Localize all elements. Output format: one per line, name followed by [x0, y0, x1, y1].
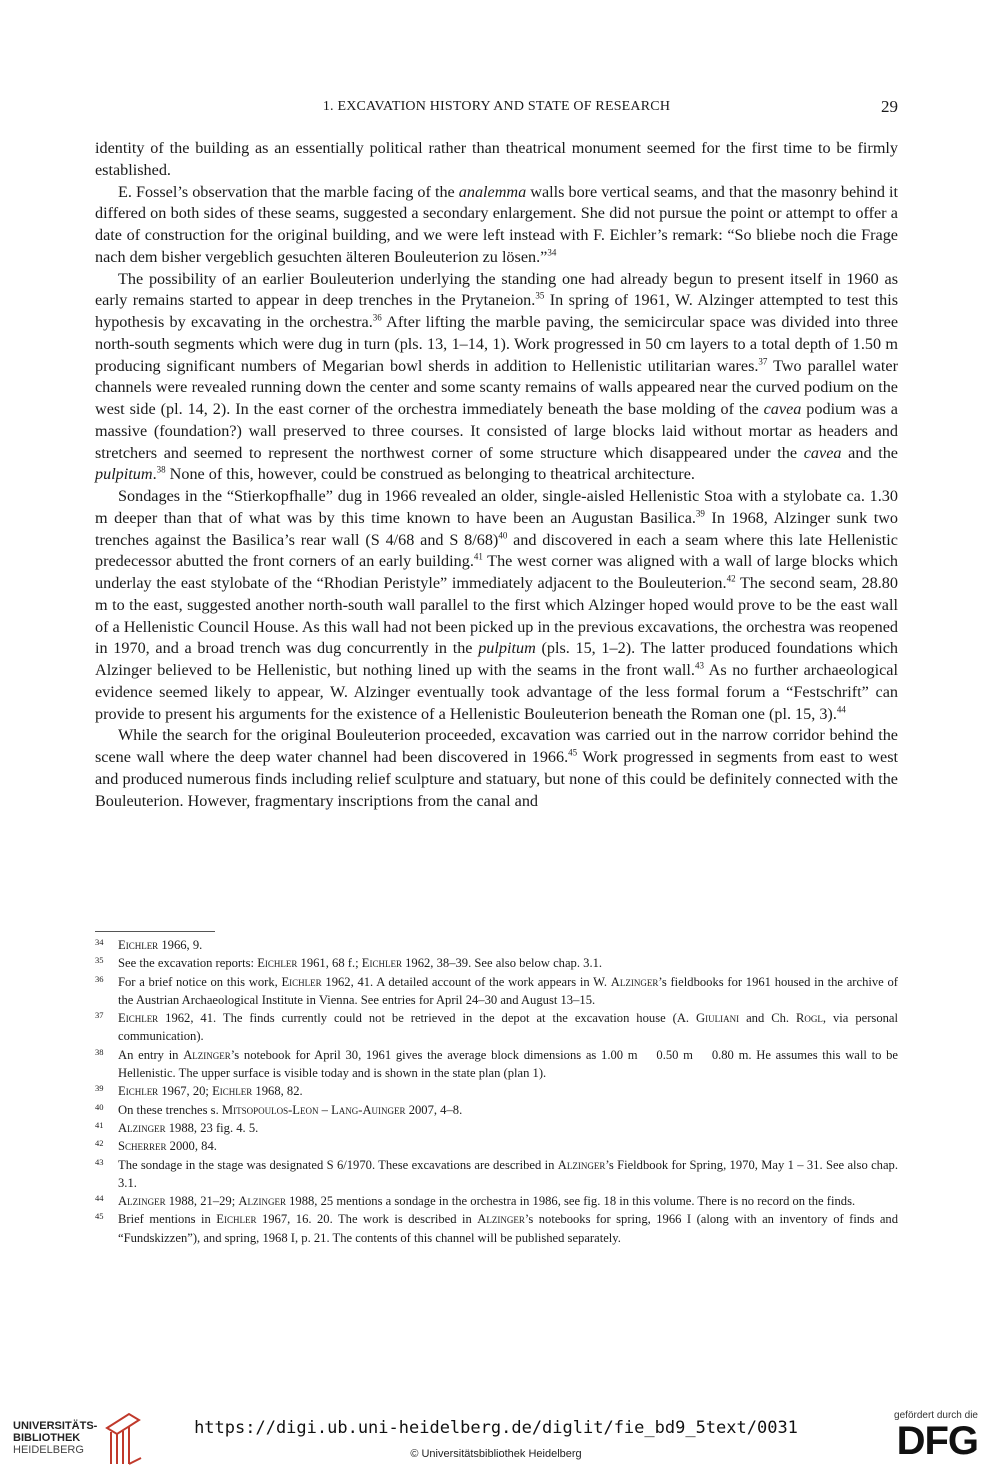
copyright-notice: © Universitätsbibliothek Heidelberg — [410, 1448, 582, 1460]
footnote-ref[interactable]: 34 — [547, 247, 557, 258]
footnote-ref[interactable]: 42 — [726, 573, 736, 584]
page-number: 29 — [881, 97, 898, 116]
footnote-45: 45 Brief mentions in Eichler 1967, 16. 20. The work is described in Alzinger’s notebooks for spring, 1966 I (along with an inventory of finds and “Fundskizzen”), and spring, 1968 I, p. 21. The contents of this channel will be published separately. — [95, 1211, 899, 1245]
footnote-ref[interactable]: 41 — [473, 551, 483, 562]
body-text — [95, 138, 898, 812]
footnote-ref[interactable]: 37 — [758, 356, 768, 367]
paragraph-4: Sondages in the “Stierkopfhalle” dug in 1966 revealed an older, single-aisled Hellenistic Stoa with a stylobate ca. 1.30 m deeper than that of what was by this time known to have been an Augustan Basilica.$^{39}$ In 1968, Alzinger sunk two trenches against the Basilica’s rear wall (S 4/68 and S 8/68)$^{40}$ and discovered in each a seam where this late Hellenistic predecessor abutted the front corners of an early building.$^{41}$ The west corner was aligned with a wall of large blocks which underlay the east stylobate of the “Rhodian Peristyle” immediately adjacent to the Bouleuterion.$^{42}$ The second seam, 28.80 m to the east, suggested another north-south wall parallel to the first which Alzinger hoped would prove to be the east wall of a Hellenistic Council House. As this wall had not been picked up in the previous excavations, the orchestra was reopened in 1970, and a broad trench was dug concurrently in the pulpitum (pls. 15, 1–2). The latter produced foundations which Alzinger believed to be Hellenistic, but nothing lined up with the seams in the front wall.$^{43}$ As no further archaeological evidence seemed likely to appear, W. Alzinger eventually took advantage of the less formal forum a “Festschrift” can provide to present his arguments for the existence of a Hellenistic Bouleuterion beneath the Roman one (pl. 15, 3).$^{44}$ — [95, 487, 898, 723]
footnote-ref[interactable]: 38 — [156, 464, 166, 475]
footnote-ref[interactable]: 43 — [694, 660, 704, 671]
footnote-42: 42 Scherrer 2000, 84. — [95, 1138, 217, 1154]
footnote-38: 38 An entry in Alzinger’s notebook for April 30, 1961 gives the average block dimensions as 1.00 m 0.50 m 0.80 m. He assumes this wall to be Hellenistic. The upper surface is visible today and is shown in the state plan (plan 1). — [95, 1046, 902, 1081]
page-header — [95, 97, 898, 119]
source-url[interactable]: https://digi.ub.uni-heidelberg.de/diglit/fie_bd9_5text/0031 — [194, 1418, 798, 1438]
footnote-37: 37 Eichler 1962, 41. The finds currently could not be retrieved in the depot at the excavation house (A. Giuliani and Ch. Rogl, via personal communication). — [95, 1010, 898, 1044]
footnote-ref[interactable]: 35 — [535, 290, 545, 301]
footnote-35: 35 See the excavation reports: Eichler 1961, 68 f.; Eichler 1962, 38–39. See also below chap. 3.1. — [95, 955, 603, 971]
footnote-divider — [95, 931, 215, 932]
footnote-36: 36 For a brief notice on this work, Eichler 1962, 41. A detailed account of the work appears in W. Alzinger’s fieldbooks for 1961 housed in the archive of the Austrian Archaeological Institute in Vienna. See entries for April 24–30 and August 13–15. — [95, 973, 898, 1007]
footnote-ref[interactable]: 40 — [498, 530, 508, 541]
paragraph-3: The possibility of an earlier Bouleuterion underlying the standing one had already begun to present itself in 1960 as early remains started to appear in deep trenches in the Prytaneion.$^{35}$ In spring of 1961, W. Alzinger attempted to test this hypothesis by excavating in the orchestra.$^{36}$ After lifting the marble paving, the semicircular space was divided into three north-south segments which were dug in turn (pls. 13, 1–14, 1). Work progressed in 50 cm layers to a total depth of 1.50 m producing significant numbers of Megarian bowl sherds in addition to Hellenistic utilitarian wares.$^{37}$ Two parallel water channels were revealed running down the center and some scanty remains of walls appeared near the curved podium on the west side (pl. 14, 2). In the east corner of the orchestra immediately beneath the base molding of the cavea podium was a massive (foundation?) wall preserved to three courses. It consisted of large blocks laid without mortar as headers and stretchers and seemed to represent the northwest corner of some structure which disappeared under the cavea and the pulpitum.$^{38}$ None of this, however, could be construed as belonging to theatrical architecture. — [95, 269, 898, 484]
footnote-ref[interactable]: 44 — [836, 704, 846, 715]
footnote-44: 44 Alzinger 1988, 21–29; Alzinger 1988, 25 mentions a sondage in the orchestra in 1986, see fig. 18 in this volume. There is no record on the finds. — [95, 1193, 856, 1209]
footnote-39: 39 Eichler 1967, 20; Eichler 1968, 82. — [95, 1083, 303, 1099]
paragraph-2: E. Fossel’s observation that the marble facing of the analemma walls bore vertical seams, and that the masonry behind it differed on both sides of these seams, suggested a secondary enlargement. She did not pursue the point or attempt to offer a date of construction for the original building, and we were left instead with F. Eichler’s remark: “So bliebe noch die Frage nach dem bisher vergeblich gesuchten älteren Bouleuterion zu lösen.”$^{34}$ — [95, 182, 898, 266]
footnote-41: 41 Alzinger 1988, 23 fig. 4. 5. — [95, 1119, 259, 1135]
paragraph-5: While the search for the original Bouleuterion proceeded, excavation was carried out in the narrow corridor behind the scene wall where the deep water channel had been discovered in 1966.45 Work progressed in segments from east to west and produced numerous finds including relief sculpture and statuary, but none of this could be definitely connected with the Bouleuterion. However, fragmentary inscriptions from the canal and — [95, 726, 898, 810]
footnote-40: 40 On these trenches s. Mitsopoulos-Leon – Lang-Auinger 2007, 4–8. — [95, 1101, 463, 1117]
footnote-ref[interactable]: 45 — [568, 747, 578, 758]
footnotes — [95, 936, 902, 1247]
paragraph-1: identity of the building as an essentially political rather than theatrical monument seemed for the first time to be firmly established. — [95, 139, 898, 179]
dfg-logo[interactable]: gefördert durch die DFG — [894, 1410, 978, 1463]
footnote-ref[interactable]: 39 — [695, 508, 705, 519]
footnote-ref[interactable]: 36 — [372, 312, 382, 323]
university-library-logo[interactable]: UNIVERSITÄTS- BIBLIOTHEK HEIDELBERG — [13, 1420, 148, 1466]
footnote-43: 43 The sondage in the stage was designated S 6/1970. These excavations are described in Alzinger’s Fieldbook for Spring, 1970, May 1 – 31. See also chap. 3.1. — [95, 1156, 898, 1190]
footnote-34: 34 Eichler 1966, 9. — [95, 937, 203, 952]
viewer-footer — [0, 1398, 992, 1474]
running-head: 1. EXCAVATION HISTORY AND STATE OF RESEARCH — [322, 99, 671, 114]
